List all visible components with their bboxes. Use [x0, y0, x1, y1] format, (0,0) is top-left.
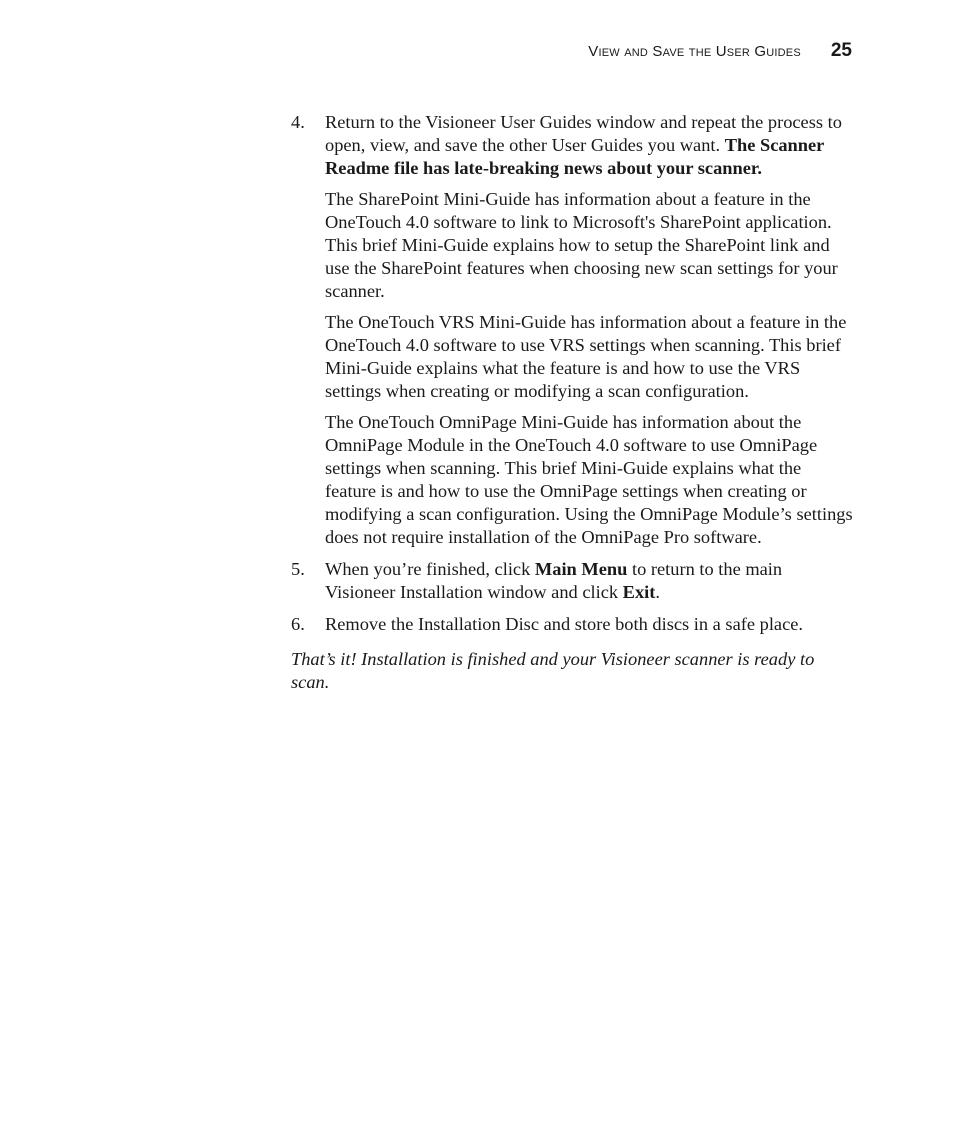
- paragraph-finish: [325, 558, 853, 604]
- page-number: 25: [830, 40, 852, 61]
- paragraph-remove-disc: Remove the Installation Disc and store both discs in a safe place.: [325, 614, 804, 634]
- paragraph-user-guides: [325, 111, 853, 180]
- document-body: [291, 111, 853, 694]
- paragraph-sharepoint: The SharePoint Mini-Guide has information about a feature in the OneTouch 4.0 software to link to Microsoft's SharePoint application. This brief Mini-Guide explains how to setup the SharePoint link and use the SharePoint features when choosing new scan settings for your scanner.: [325, 189, 838, 301]
- step-number: 6.: [291, 614, 305, 634]
- exit-label: Exit: [622, 582, 656, 602]
- paragraph-text: Return to the Visioneer User Guides window and repeat the process to open, view, and save the other User Guides you want.: [325, 112, 842, 155]
- step-number: 5.: [291, 559, 305, 579]
- running-title: View and Save the User Guides: [588, 43, 801, 60]
- step-5: [291, 558, 853, 604]
- paragraph-text: to return to the main Visioneer Installation window and click: [325, 559, 783, 602]
- step-body: [325, 558, 853, 604]
- paragraph-vrs: The OneTouch VRS Mini-Guide has information about a feature in the OneTouch 4.0 software to use VRS settings when scanning. This brief Mini-Guide explains what the feature is and how to use the VRS settings when creating or modifying a scan configuration.: [325, 312, 847, 401]
- paragraph-text: .: [655, 582, 660, 602]
- step-number: 4.: [291, 112, 305, 132]
- readme-note: The Scanner Readme file has late-breaking news about your scanner.: [325, 135, 825, 178]
- paragraph-omnipage: The OneTouch OmniPage Mini-Guide has information about the OmniPage Module in the OneTouch 4.0 software to use OmniPage settings when scanning. This brief Mini-Guide explains what the feature is and how to use the OmniPage settings when creating or modifying a scan configuration. Using the OmniPage Module’s settings does not require installation of the OmniPage Pro software.: [325, 412, 853, 547]
- step-4: [291, 111, 853, 549]
- step-6: [291, 613, 853, 636]
- paragraph-text: When you’re finished, click: [325, 559, 535, 579]
- step-body: [325, 613, 853, 636]
- step-body: [325, 111, 853, 549]
- main-menu-label: Main Menu: [534, 559, 628, 579]
- closing-statement: That’s it! Installation is finished and your Visioneer scanner is ready to scan.: [291, 649, 815, 692]
- page-header: [588, 40, 852, 62]
